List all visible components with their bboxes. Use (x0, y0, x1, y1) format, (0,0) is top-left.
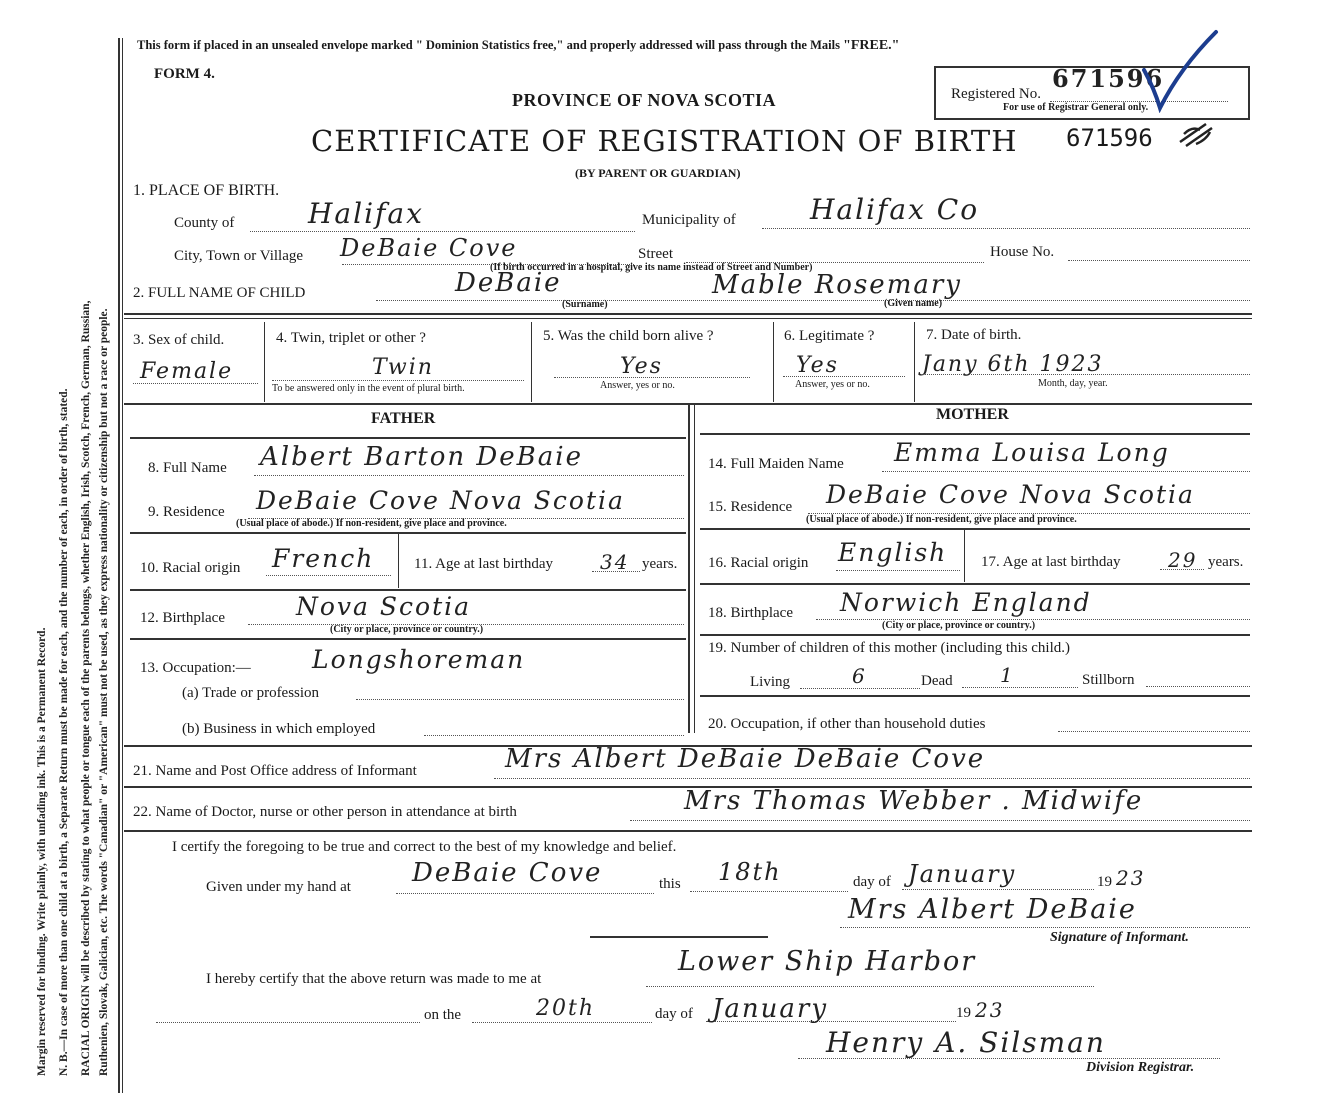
given-under-hand-label: Given under my hand at (206, 879, 351, 895)
registrar-statement: I hereby certify that the above return was made to me at (206, 971, 542, 987)
twin-value: Twin (372, 355, 434, 380)
mother-birthplace-note: (City or place, province or country.) (882, 620, 1036, 631)
certification-year-prefix: 19 (1097, 874, 1112, 890)
registrar-place-value: Lower Ship Harbor (678, 946, 977, 977)
mother-residence-note: (Usual place of abode.) If non-resident, give place and province. (806, 514, 1077, 525)
mother-age-label: 17. Age at last birthday (981, 554, 1121, 570)
father-racial-label: 10. Racial origin (140, 560, 241, 576)
mother-birthplace-value: Norwich England (840, 588, 1092, 617)
informant-signature-label: Signature of Informant. (1050, 930, 1189, 945)
informant-label: 21. Name and Post Office address of Informant (133, 763, 417, 779)
attendant-label: 22. Name of Doctor, nurse or other person in attendance at birth (133, 804, 517, 820)
father-residence-value: DeBaie Cove Nova Scotia (256, 486, 625, 515)
mother-age-value: 29 (1168, 548, 1198, 572)
mother-name-value: Emma Louisa Long (894, 438, 1170, 467)
alive-note: Answer, yes or no. (600, 380, 675, 391)
municipality-label: Municipality of (642, 212, 736, 228)
alive-value: Yes (620, 354, 663, 379)
sex-label: 3. Sex of child. (133, 332, 225, 348)
living-label: Living (750, 674, 790, 690)
house-no-label: House No. (990, 244, 1055, 260)
city-label: City, Town or Village (174, 248, 304, 264)
father-racial-value: French (272, 544, 375, 573)
registrar-use-note: For use of Registrar General only. (1003, 102, 1149, 113)
father-trade-label: (a) Trade or profession (182, 685, 320, 701)
father-business-label: (b) Business in which employed (182, 721, 376, 737)
mother-age-unit: years. (1208, 554, 1244, 570)
alive-label: 5. Was the child born alive ? (543, 328, 714, 344)
mother-name-label: 14. Full Maiden Name (708, 456, 844, 472)
father-age-unit: years. (642, 556, 678, 572)
check-mark-icon (1140, 28, 1220, 113)
margin-note-binding: Margin reserved for binding. Write plainly, with unfading ink. This is a Permanent Record. (36, 627, 48, 1076)
municipality-value: Halifax Co (810, 193, 980, 226)
stamp-mark-icon (1176, 116, 1220, 150)
legitimate-label: 6. Legitimate ? (784, 328, 875, 344)
county-value: Halifax (308, 197, 424, 230)
father-birthplace-label: 12. Birthplace (140, 610, 225, 626)
county-label: County of (174, 215, 235, 231)
divider-short (590, 936, 768, 938)
margin-note-racial: RACIAL ORIGIN will be described by stating to what people or tongue each of the parents belongs, whether English, Irish, Scotch, French, German, Russian, (80, 300, 92, 1076)
dob-value: Jany 6th 1923 (922, 352, 1104, 377)
given-name-note: (Given name) (884, 298, 943, 309)
mother-birthplace-label: 18. Birthplace (708, 605, 793, 621)
father-name-value: Albert Barton DeBaie (260, 442, 583, 472)
certification-month-value: January (908, 860, 1017, 888)
dob-label: 7. Date of birth. (926, 327, 1022, 343)
form-number: FORM 4. (154, 66, 215, 82)
binding-margin-line (118, 38, 120, 1093)
mother-heading: MOTHER (936, 406, 1009, 423)
father-age-label: 11. Age at last birthday (414, 556, 553, 572)
mother-residence-label: 15. Residence (708, 499, 793, 515)
child-given-value: Mable Rosemary (712, 270, 962, 300)
registrar-signature: Henry A. Silsman (826, 1026, 1106, 1059)
city-value: DeBaie Cove (340, 234, 518, 262)
informant-signature: Mrs Albert DeBaie (848, 894, 1137, 925)
certification-year-value: 23 (1116, 866, 1146, 890)
registrar-day-of-label: day of (655, 1006, 693, 1022)
father-residence-note: (Usual place of abode.) If non-resident, give place and province. (236, 518, 507, 529)
registrar-year-prefix: 19 (956, 1005, 971, 1021)
child-surname-value: DeBaie (455, 268, 562, 298)
registrar-day-value: 20th (536, 996, 596, 1021)
this-label: this (659, 876, 681, 892)
sex-value: Female (140, 359, 234, 384)
registrar-month-value: January (712, 994, 829, 1024)
registrar-signature-label: Division Registrar. (1086, 1060, 1195, 1075)
registered-number: 671596 (1052, 64, 1165, 93)
certification-day-of-label: day of (853, 874, 891, 890)
mother-occupation-label: 20. Occupation, if other than household duties (708, 716, 986, 732)
father-heading: FATHER (371, 410, 436, 427)
margin-note-racial-2: Ruthenien, Slovak, Galician, etc. The words "Canadian" or "American" must not be used, as they express nationality or citizenship but not a race or people. (98, 308, 110, 1076)
mail-note-free: "FREE." (843, 38, 900, 53)
mother-racial-label: 16. Racial origin (708, 555, 809, 571)
registrar-year-value: 23 (975, 998, 1005, 1022)
certification-day-value: 18th (718, 858, 782, 886)
surname-note: (Surname) (562, 299, 608, 310)
given-place-value: DeBaie Cove (412, 858, 603, 888)
mother-children-label: 19. Number of children of this mother (including this child.) (708, 640, 1071, 656)
father-residence-label: 9. Residence (148, 504, 225, 520)
hospital-note: (If birth occurred in a hospital, give its name instead of Street and Number) (490, 262, 813, 273)
father-occupation-value: Longshoreman (312, 645, 526, 674)
twin-label: 4. Twin, triplet or other ? (276, 330, 426, 346)
place-of-birth-section: 1. PLACE OF BIRTH. (133, 182, 280, 199)
dob-note: Month, day, year. (1038, 378, 1108, 389)
father-name-label: 8. Full Name (148, 460, 227, 476)
registrar-on-the-label: on the (424, 1007, 462, 1023)
stillborn-label: Stillborn (1082, 672, 1135, 688)
dead-label: Dead (921, 673, 953, 689)
twin-note: To be answered only in the event of plural birth. (272, 383, 465, 394)
father-occupation-label: 13. Occupation:— (140, 660, 251, 676)
province-heading: PROVINCE OF NOVA SCOTIA (512, 90, 777, 110)
child-name-label: 2. FULL NAME OF CHILD (133, 285, 306, 301)
legitimate-note: Answer, yes or no. (795, 379, 870, 390)
mother-racial-value: English (838, 538, 948, 567)
margin-note-nb: N. B.—In case of more than one child at a birth, a Separate Return must be made for each, and the number of each, in order of birth, stated. (58, 388, 70, 1076)
column-divider (688, 403, 690, 733)
section-rule (124, 313, 1252, 315)
legitimate-value: Yes (796, 353, 839, 378)
father-birthplace-value: Nova Scotia (296, 592, 472, 621)
certificate-title: CERTIFICATE OF REGISTRATION OF BIRTH (311, 124, 1018, 158)
living-value: 6 (852, 664, 867, 688)
certificate-subtitle: (BY PARENT OR GUARDIAN) (575, 166, 741, 180)
dead-value: 1 (1000, 663, 1015, 687)
father-age-value: 34 (600, 550, 630, 574)
mother-residence-value: DeBaie Cove Nova Scotia (826, 480, 1195, 509)
informant-value: Mrs Albert DeBaie DeBaie Cove (505, 744, 986, 774)
street-label: Street (638, 246, 673, 262)
attendant-value: Mrs Thomas Webber . Midwife (684, 786, 1144, 816)
binding-margin-line-inner (122, 38, 123, 1093)
father-birthplace-note: (City or place, province or country.) (330, 624, 484, 635)
registered-label: Registered No. (951, 86, 1041, 102)
title-stamp-number: 671596 (1066, 124, 1153, 152)
mail-note: This form if placed in an unsealed envelope marked " Dominion Statistics free," and properly addressed will pass through the Mails "FREE." (137, 38, 900, 53)
certification-statement: I certify the foregoing to be true and correct to the best of my knowledge and belief. (172, 839, 677, 855)
